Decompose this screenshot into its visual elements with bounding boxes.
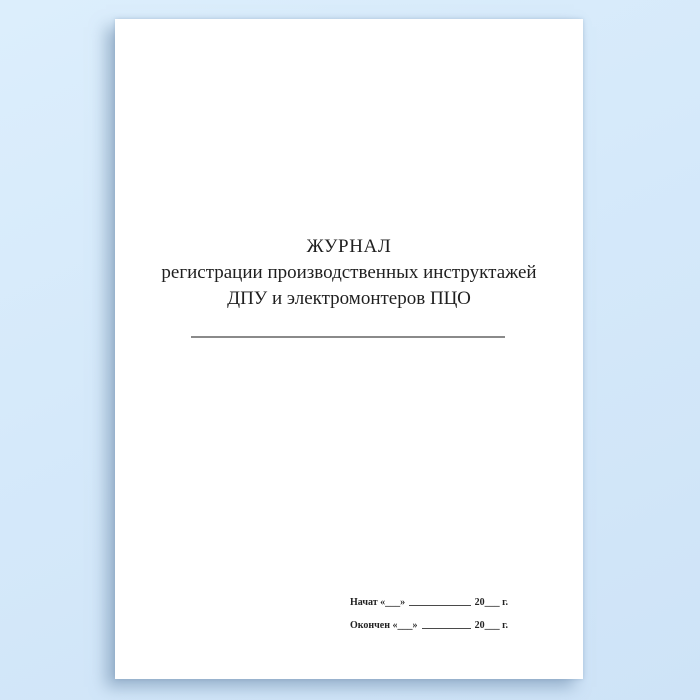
title-block bbox=[115, 234, 583, 312]
started-year: 20___ г. bbox=[474, 597, 508, 608]
finished-label: Окончен «___» bbox=[350, 620, 418, 631]
journal-dates-block bbox=[350, 596, 508, 642]
started-blank-rule bbox=[409, 605, 470, 606]
journal-subtitle-line2: ДПУ и электромонтеров ПЦО bbox=[227, 288, 471, 309]
finished-line bbox=[350, 619, 508, 631]
journal-subtitle-line1: регистрации производственных инструктажей bbox=[161, 262, 537, 283]
title-underline bbox=[191, 336, 505, 338]
started-line bbox=[350, 596, 508, 608]
started-label: Начат «___» bbox=[350, 597, 406, 608]
finished-year: 20___ г. bbox=[474, 620, 508, 631]
finished-blank-rule bbox=[422, 628, 471, 629]
journal-title: ЖУРНАЛ bbox=[306, 236, 392, 257]
document-page bbox=[115, 19, 583, 679]
